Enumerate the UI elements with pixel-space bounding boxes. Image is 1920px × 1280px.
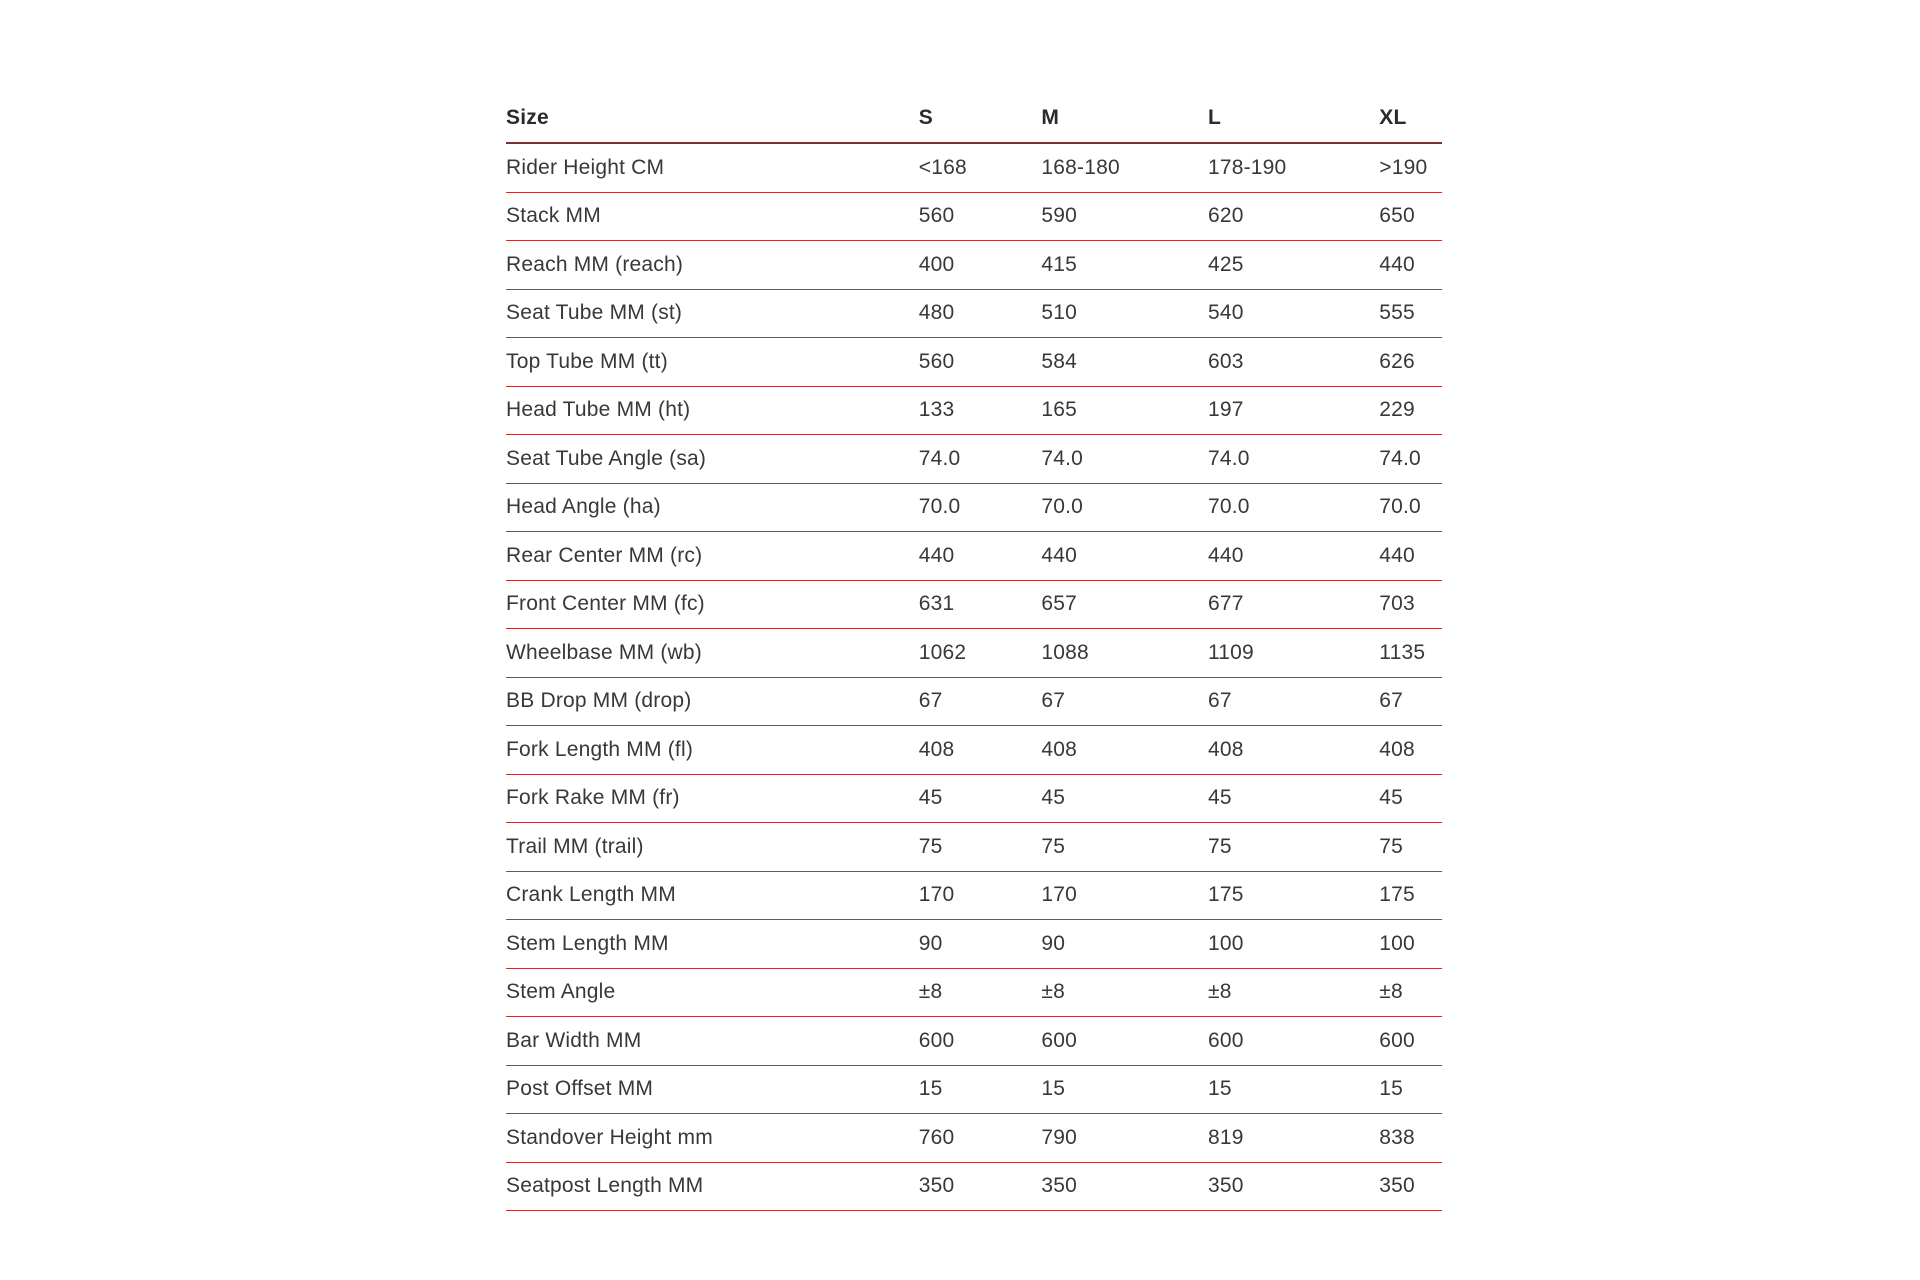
cell-value: 650 <box>1379 204 1415 228</box>
cell-value: 600 <box>918 1028 955 1052</box>
cell-value: 1088 <box>1041 640 1089 664</box>
row-label: BB Drop MM (drop) <box>506 689 692 713</box>
cell-value: 555 <box>1379 301 1415 325</box>
column-header-size: Size <box>506 106 549 129</box>
table-row <box>506 1114 1442 1163</box>
cell-value: 350 <box>1041 1174 1078 1198</box>
cell-value: 408 <box>1379 737 1415 761</box>
cell-value: ±8 <box>918 980 943 1004</box>
cell-value: 350 <box>1207 1174 1244 1198</box>
row-label: Trail MM (trail) <box>506 834 644 858</box>
row-label: Rider Height CM <box>506 155 665 179</box>
cell-value: 440 <box>1207 543 1244 567</box>
cell-value: 560 <box>918 204 955 228</box>
table-body <box>506 144 1442 1211</box>
row-label: Bar Width MM <box>506 1028 642 1052</box>
cell-value: 45 <box>918 786 943 810</box>
row-label: Head Tube MM (ht) <box>506 398 691 422</box>
cell-value: 400 <box>918 252 955 276</box>
table-row <box>506 775 1442 824</box>
row-label: Fork Rake MM (fr) <box>506 786 680 810</box>
cell-value: 45 <box>1207 786 1232 810</box>
row-label: Standover Height mm <box>506 1125 713 1149</box>
cell-value: 175 <box>1207 883 1244 907</box>
row-label: Top Tube MM (tt) <box>506 349 668 373</box>
row-label: Front Center MM (fc) <box>506 592 705 616</box>
row-label: Rear Center MM (rc) <box>506 543 703 567</box>
cell-value: 631 <box>918 592 955 616</box>
row-label: Stem Angle <box>506 980 616 1004</box>
cell-value: 74.0 <box>1207 446 1250 470</box>
cell-value: 197 <box>1207 398 1244 422</box>
cell-value: 90 <box>918 931 943 955</box>
cell-value: 70.0 <box>918 495 961 519</box>
cell-value: 626 <box>1379 349 1415 373</box>
cell-value: 703 <box>1379 592 1415 616</box>
column-header-xl: XL <box>1379 106 1407 129</box>
cell-value: 75 <box>1041 834 1066 858</box>
cell-value: 178-190 <box>1207 155 1287 179</box>
cell-value: 584 <box>1041 349 1078 373</box>
row-label: Stem Length MM <box>506 931 669 955</box>
row-label: Fork Length MM (fl) <box>506 737 694 761</box>
table-header-row <box>506 94 1442 144</box>
cell-value: 790 <box>1041 1125 1078 1149</box>
cell-value: 75 <box>1379 834 1404 858</box>
cell-value: 170 <box>1041 883 1078 907</box>
row-label: Wheelbase MM (wb) <box>506 640 702 664</box>
cell-value: 590 <box>1041 204 1078 228</box>
cell-value: 229 <box>1379 398 1415 422</box>
cell-value: 175 <box>1379 883 1415 907</box>
cell-value: 620 <box>1207 204 1244 228</box>
table-row <box>506 872 1442 921</box>
cell-value: 440 <box>918 543 955 567</box>
cell-value: 75 <box>918 834 943 858</box>
cell-value: 100 <box>1207 931 1244 955</box>
table-row <box>506 338 1442 387</box>
cell-value: 100 <box>1379 931 1415 955</box>
cell-value: 350 <box>918 1174 955 1198</box>
table-row <box>506 581 1442 630</box>
table-row <box>506 1066 1442 1115</box>
column-header-l: L <box>1207 106 1221 129</box>
table-row <box>506 290 1442 339</box>
table-row <box>506 241 1442 290</box>
cell-value: 74.0 <box>918 446 961 470</box>
row-label: Crank Length MM <box>506 883 676 907</box>
table-row <box>506 1163 1442 1212</box>
cell-value: 1109 <box>1207 640 1254 664</box>
cell-value: 74.0 <box>1379 446 1421 470</box>
cell-value: 70.0 <box>1041 495 1084 519</box>
cell-value: 600 <box>1207 1028 1244 1052</box>
cell-value: 415 <box>1041 252 1078 276</box>
cell-value: 560 <box>918 349 955 373</box>
row-label: Reach MM (reach) <box>506 252 684 276</box>
cell-value: 70.0 <box>1379 495 1421 519</box>
table-row <box>506 823 1442 872</box>
cell-value: 819 <box>1207 1125 1244 1149</box>
column-header-m: M <box>1041 106 1060 129</box>
row-label: Seatpost Length MM <box>506 1174 704 1198</box>
table-row <box>506 1017 1442 1066</box>
cell-value: <168 <box>918 155 967 179</box>
cell-value: 425 <box>1207 252 1244 276</box>
cell-value: 170 <box>918 883 955 907</box>
cell-value: 350 <box>1379 1174 1415 1198</box>
cell-value: 67 <box>918 689 943 713</box>
row-label: Head Angle (ha) <box>506 495 661 519</box>
table-row <box>506 532 1442 581</box>
cell-value: 408 <box>1041 737 1078 761</box>
cell-value: 45 <box>1379 786 1404 810</box>
row-label: Stack MM <box>506 204 601 228</box>
cell-value: 15 <box>918 1077 943 1101</box>
table-row <box>506 920 1442 969</box>
cell-value: 70.0 <box>1207 495 1250 519</box>
cell-value: 657 <box>1041 592 1078 616</box>
cell-value: 67 <box>1207 689 1232 713</box>
cell-value: 603 <box>1207 349 1244 373</box>
cell-value: 133 <box>918 398 955 422</box>
table-row <box>506 629 1442 678</box>
row-label: Seat Tube MM (st) <box>506 301 683 325</box>
cell-value: 165 <box>1041 398 1078 422</box>
table-row <box>506 387 1442 436</box>
cell-value: 67 <box>1041 689 1066 713</box>
cell-value: 67 <box>1379 689 1404 713</box>
cell-value: 75 <box>1207 834 1232 858</box>
cell-value: ±8 <box>1041 980 1065 1004</box>
cell-value: 677 <box>1207 592 1244 616</box>
cell-value: 45 <box>1041 786 1066 810</box>
table-row <box>506 969 1442 1018</box>
table-row <box>506 144 1442 193</box>
row-label: Seat Tube Angle (sa) <box>506 446 707 470</box>
cell-value: 838 <box>1379 1125 1415 1149</box>
table-row <box>506 484 1442 533</box>
cell-value: 15 <box>1041 1077 1066 1101</box>
cell-value: 15 <box>1207 1077 1232 1101</box>
table-row <box>506 726 1442 775</box>
cell-value: ±8 <box>1379 980 1403 1004</box>
cell-value: 440 <box>1379 543 1415 567</box>
cell-value: 15 <box>1379 1077 1404 1101</box>
cell-value: 480 <box>918 301 955 325</box>
cell-value: 1062 <box>918 640 967 664</box>
cell-value: 600 <box>1041 1028 1078 1052</box>
cell-value: 510 <box>1041 301 1078 325</box>
cell-value: 1135 <box>1379 640 1426 664</box>
cell-value: ±8 <box>1207 980 1232 1004</box>
row-label: Post Offset MM <box>506 1077 654 1101</box>
table-row <box>506 193 1442 242</box>
cell-value: 74.0 <box>1041 446 1084 470</box>
cell-value: 408 <box>1207 737 1244 761</box>
cell-value: 440 <box>1041 543 1078 567</box>
cell-value: 90 <box>1041 931 1066 955</box>
column-header-s: S <box>918 106 933 129</box>
cell-value: >190 <box>1379 155 1428 179</box>
cell-value: 540 <box>1207 301 1244 325</box>
table-row <box>506 678 1442 727</box>
geometry-table <box>506 94 1442 1211</box>
table-row <box>506 435 1442 484</box>
cell-value: 168-180 <box>1041 155 1120 179</box>
cell-value: 600 <box>1379 1028 1415 1052</box>
cell-value: 408 <box>918 737 955 761</box>
cell-value: 760 <box>918 1125 955 1149</box>
cell-value: 440 <box>1379 252 1415 276</box>
